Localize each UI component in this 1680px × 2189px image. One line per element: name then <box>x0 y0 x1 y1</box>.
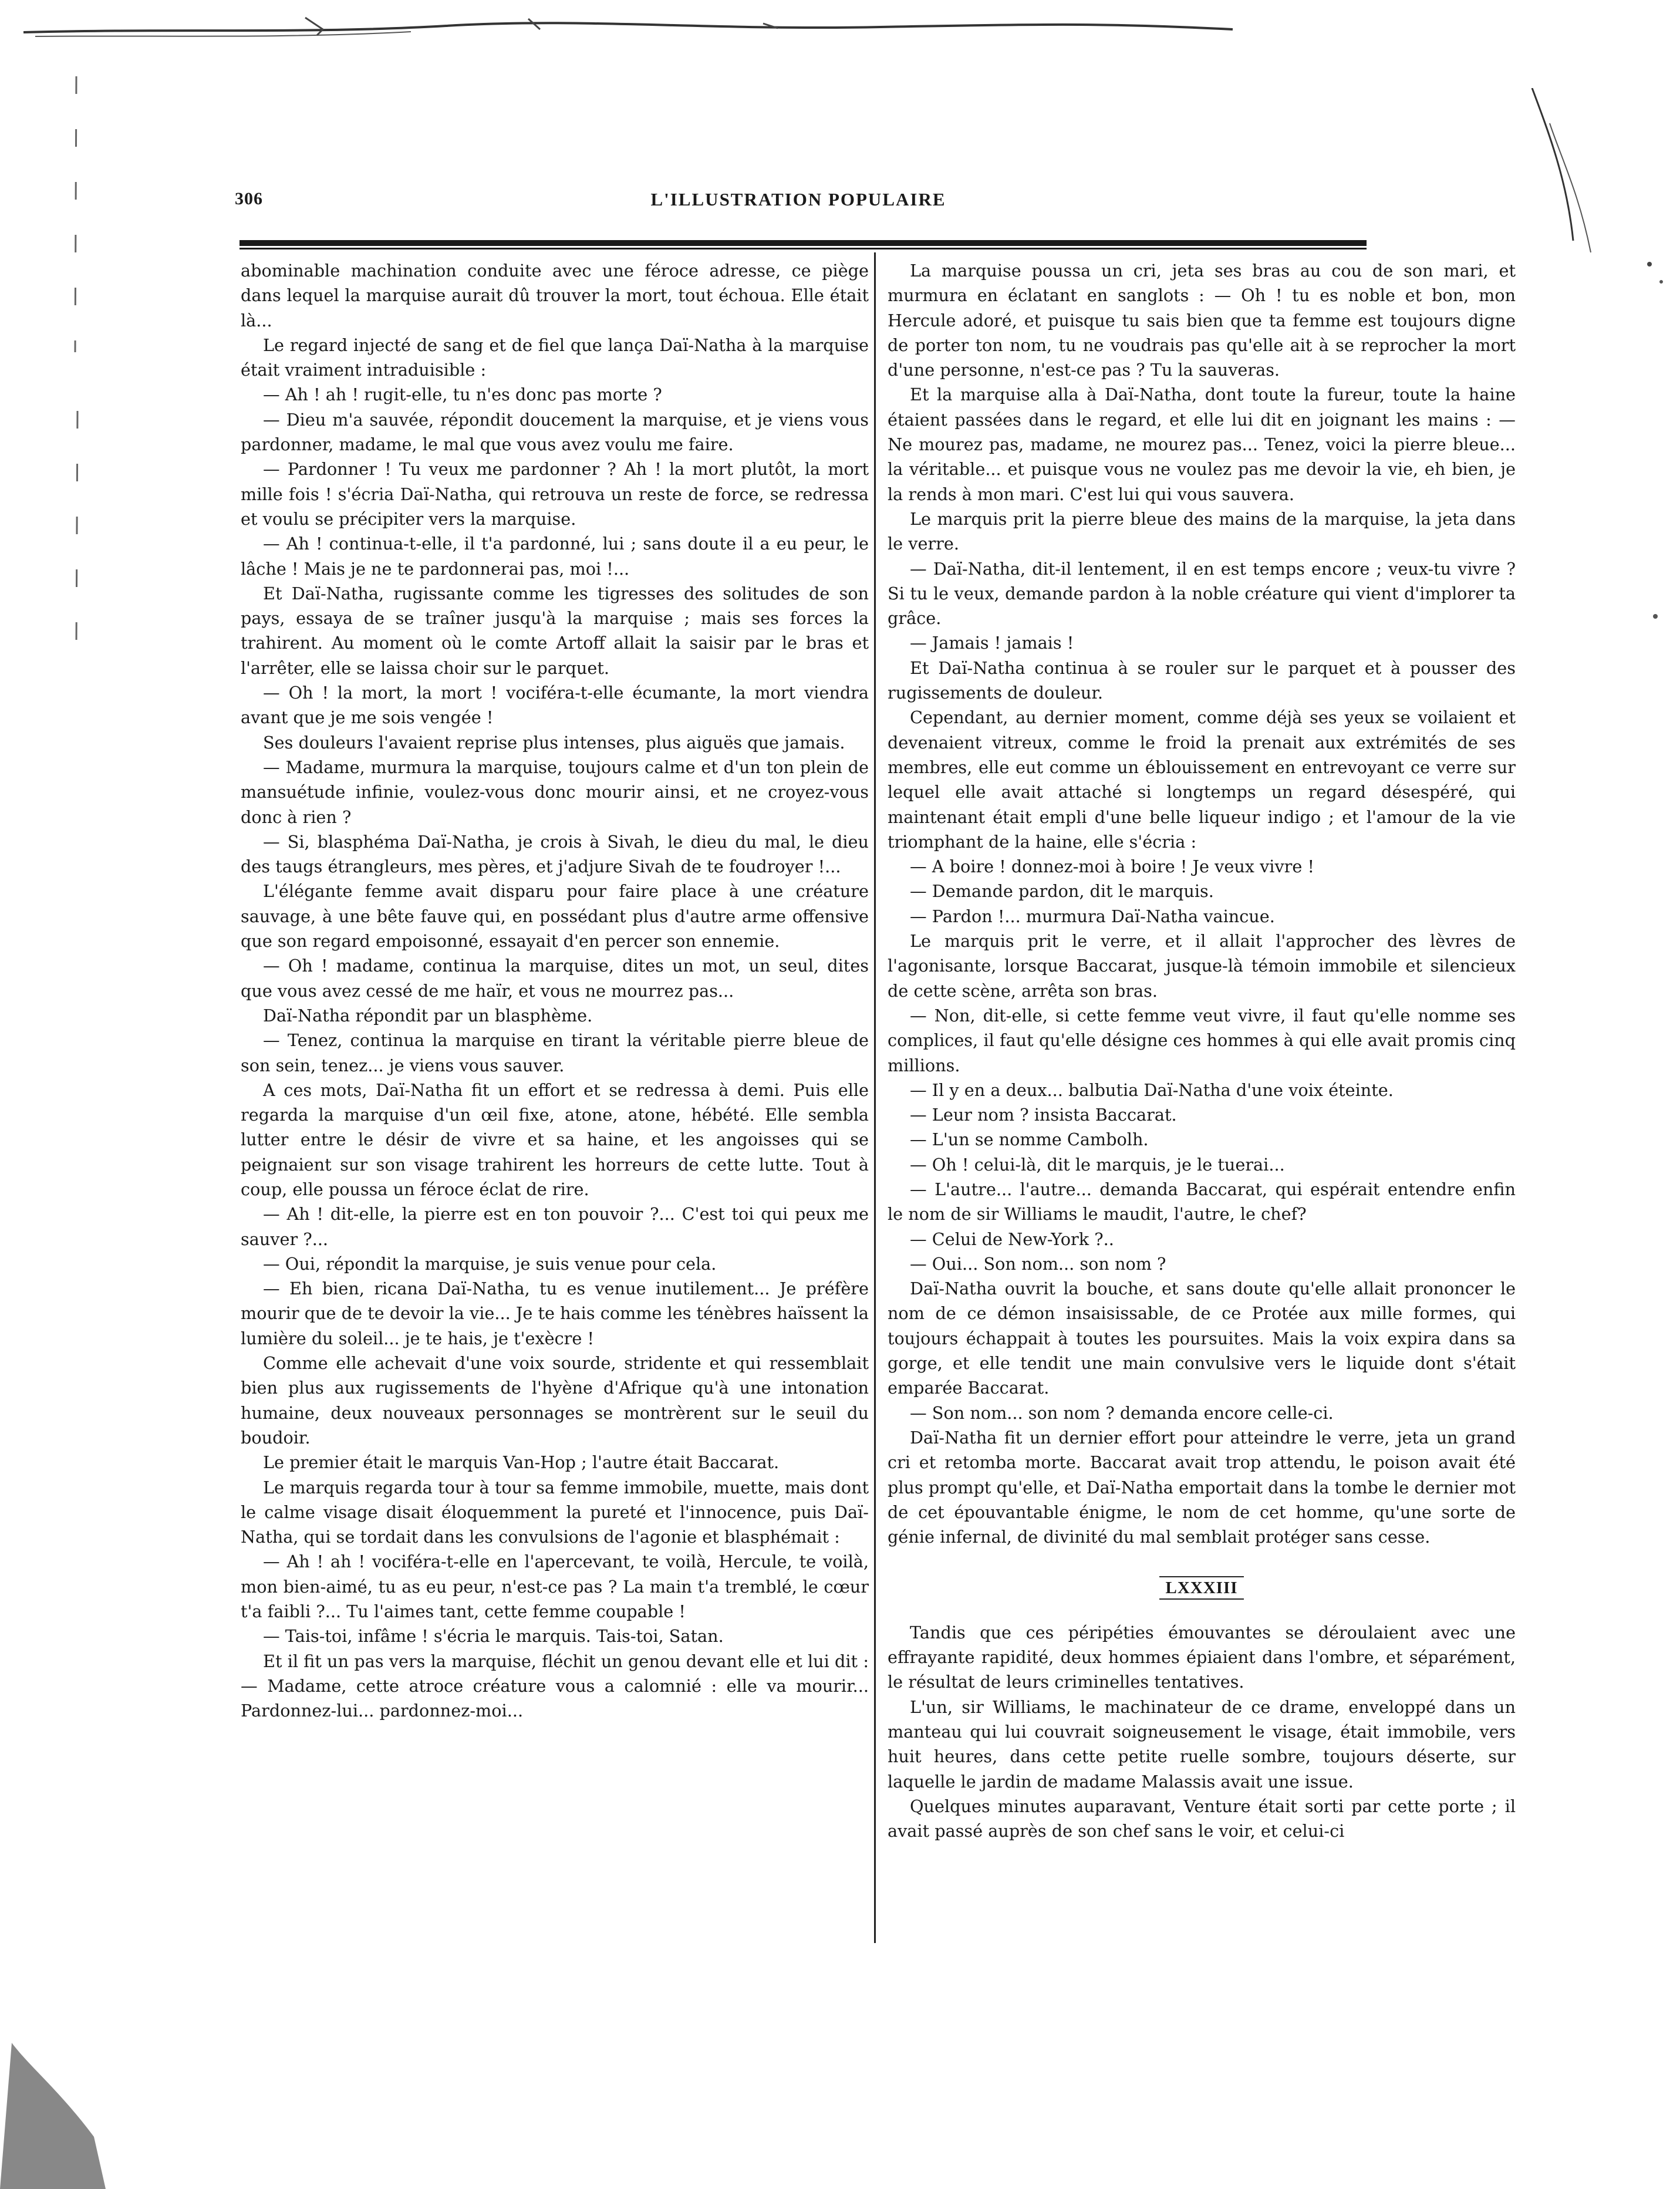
paragraph: Le marquis regarda tour à tour sa femme immobile, muette, mais dont le calme visage disait éloquemment la pureté et l'innocence, puis Daï-Natha, qui se tordait dans les convulsions de l'agonie et blasphémait : <box>241 1477 869 1547</box>
paragraph: — Oui... Son nom... son nom ? <box>910 1253 1166 1274</box>
paragraph: — Oui, répondit la marquise, je suis venue pour cela. <box>263 1253 717 1274</box>
paragraph: — Demande pardon, dit le marquis. <box>910 881 1214 902</box>
paragraph: L'un, sir Williams, le machinateur de ce drame, enveloppé dans un manteau qui lui couvrait soigneusement le visage, était immobile, vers huit heures, dans cette petite ruelle sombre, toujours déserte, sur laquelle le jardin de madame Malassis avait une issue. <box>888 1696 1516 1792</box>
paragraph: — Ah ! ah ! rugit-elle, tu n'es donc pas morte ? <box>263 384 662 405</box>
paragraph: — Oh ! la mort, la mort ! vociféra-t-elle écumante, la mort viendra avant que je me sois vengée ! <box>241 683 869 728</box>
paragraph: — Il y en a deux... balbutia Daï-Natha d'une voix éteinte. <box>910 1080 1394 1100</box>
paragraph: Le marquis prit le verre, et il allait l'approcher des lèvres de l'agonisante, lorsque Baccarat, jusque-là témoin immobile et silencieux de cette scène, arrêta son bras. <box>888 931 1516 1001</box>
paragraph: — Son nom... son nom ? demanda encore celle-ci. <box>910 1402 1334 1423</box>
paragraph: — Eh bien, ricana Daï-Natha, tu es venue inutilement... Je préfère mourir que de te devoir la vie... Je te hais comme les ténèbres haïssent la lumière du soleil... je te hais, je t'exècre ! <box>241 1279 869 1348</box>
paragraph: Et il fit un pas vers la marquise, fléchit un genou devant elle et lui dit : — Madame, cette atroce créature vous a calomnié : elle va mourir... Pardonnez-lui... pardonnez-moi... <box>241 1651 869 1721</box>
journal-title: L'ILLUSTRATION POPULAIRE <box>650 189 946 210</box>
paragraph: Quelques minutes auparavant, Venture était sorti par cette porte ; il avait passé auprès de son chef sans le voir, et celui-ci <box>888 1796 1516 1841</box>
paragraph: — Daï-Natha, dit-il lentement, il en est temps encore ; veux-tu vivre ? Si tu le veux, demande pardon à la noble créature qui vient d'implorer ta grâce. <box>888 558 1516 629</box>
paragraph: Ses douleurs l'avaient reprise plus intenses, plus aiguës que jamais. <box>263 732 845 753</box>
paragraph: — Non, dit-elle, si cette femme veut vivre, il faut qu'elle nomme ses complices, il faut qu'elle désigne ces hommes à qui elle avait promis cinq millions. <box>888 1005 1516 1075</box>
paragraph: Le regard injecté de sang et de fiel que lança Daï-Natha à la marquise était vraiment intraduisible : <box>241 335 869 380</box>
paragraph: — Jamais ! jamais ! <box>910 633 1074 653</box>
paragraph: Daï-Natha fit un dernier effort pour atteindre le verre, jeta un grand cri et retomba morte. Baccarat avait trop attendu, le poison avait été plus prompt qu'elle, et Daï-Natha emportait dans la tombe le dernier mot de cet épouvantable énigme, le nom de cet homme, qu'une sorte de génie infernal, de divinité du mal semblait protéger sans cesse. <box>888 1427 1516 1547</box>
paragraph: — Celui de New-York ?.. <box>910 1229 1114 1249</box>
page-number: 306 <box>235 189 263 208</box>
left-column <box>241 258 869 2019</box>
header-rule <box>239 248 1367 249</box>
header-rule <box>239 240 1367 246</box>
paragraph: Comme elle achevait d'une voix sourde, stridente et qui ressemblait bien plus aux rugissements de l'hyène d'Afrique qu'à une intonation humaine, deux nouveaux personnages se montrèrent sur le seuil du boudoir. <box>241 1353 869 1448</box>
paragraph: — Si, blasphéma Daï-Natha, je crois à Sivah, le dieu du mal, le dieu des taugs étrangleurs, mes pères, et j'adjure Sivah de te foudroyer !... <box>241 831 869 877</box>
paragraph: L'élégante femme avait disparu pour faire place à une créature sauvage, à une bête fauve qui, en possédant plus d'autre arme offensive que son regard empoisonné, essayait d'en percer son ennemie. <box>241 881 869 952</box>
paragraph: — Dieu m'a sauvée, répondit doucement la marquise, et je viens vous pardonner, madame, le mal que vous avez voulu me faire. <box>241 409 869 455</box>
paragraph: Daï-Natha répondit par un blasphème. <box>263 1005 593 1026</box>
paragraph: — Pardon !... murmura Daï-Natha vaincue. <box>910 906 1275 926</box>
paragraph: Et Daï-Natha continua à se rouler sur le parquet et à pousser des rugissements de douleur. <box>888 657 1516 703</box>
paragraph: — L'autre... l'autre... demanda Baccarat, qui espérait entendre enfin le nom de sir Williams le maudit, l'autre, le chef? <box>888 1179 1516 1225</box>
paragraph: — Madame, murmura la marquise, toujours calme et d'un ton plein de mansuétude infinie, voulez-vous donc mourir ainsi, et ne croyez-vous donc à rien ? <box>241 757 869 827</box>
paragraph: Et la marquise alla à Daï-Natha, dont toute la fureur, toute la haine étaient passées dans le regard, et elle lui dit en joignant les mains : — Ne mourez pas, madame, ne mourez pas... Tenez, voici la pierre bleue... la véritable... et puisque vous ne voulez pas me devoir la vie, eh bien, je la rends à mon mari. C'est lui qui vous sauvera. <box>888 384 1516 504</box>
paragraph: La marquise poussa un cri, jeta ses bras au cou de son mari, et murmura en éclatant en sanglots : — Oh ! tu es noble et bon, mon Hercule adoré, et puisque tu sais bien que ta femme est toujours digne de porter ton nom, tu ne voudrais pas qu'elle ait à se reprocher la mort d'une personne, n'est-ce pas ? Tu la sauveras. <box>888 261 1516 380</box>
paragraph: Daï-Natha ouvrit la bouche, et sans doute qu'elle allait prononcer le nom de ce démon insaisissable, de ce Protée aux mille formes, qui toujours échappait à toutes les poursuites. Mais la voix expira dans sa gorge, et elle tendit une main convulsive vers le liquide dont s'était emparée Baccarat. <box>888 1279 1516 1398</box>
paragraph: Le premier était le marquis Van-Hop ; l'autre était Baccarat. <box>263 1452 780 1473</box>
paragraph: A ces mots, Daï-Natha fit un effort et se redressa à demi. Puis elle regarda la marquise d'un œil fixe, atone, atone, hébété. Elle sembla lutter entre le désir de vivre et sa haine, et les angoisses qui se peignaient sur son visage trahirent les horreurs de cette lutte. Tout à coup, elle poussa un féroce éclat de rire. <box>241 1080 869 1199</box>
scan-margin-artifact <box>0 0 117 2189</box>
paragraph: Et Daï-Natha, rugissante comme les tigresses des solitudes de son pays, essaya de se traîner jusqu'à la marquise ; mais ses forces la trahirent. Au moment où le comte Artoff allait la saisir par le bras et l'arrêter, elle se laissa choir sur le parquet. <box>241 583 869 678</box>
paragraph: — Pardonner ! Tu veux me pardonner ? Ah ! la mort plutôt, la mort mille fois ! s'écria Daï-Natha, qui retrouva un reste de force, se redressa et voulu se précipiter vers la marquise. <box>241 459 869 529</box>
paragraph: — Tenez, continua la marquise en tirant la véritable pierre bleue de son sein, tenez... je viens vous sauver. <box>241 1030 869 1075</box>
paragraph: — Tais-toi, infâme ! s'écria le marquis. Tais-toi, Satan. <box>263 1626 724 1647</box>
paragraph: Tandis que ces péripéties émouvantes se déroulaient avec une effrayante rapidité, deux hommes épiaient dans l'ombre, et séparément, le résultat de leurs criminelles tentatives. <box>888 1622 1516 1692</box>
paragraph: Le marquis prit la pierre bleue des mains de la marquise, la jeta dans le verre. <box>888 508 1516 554</box>
right-column <box>888 258 1516 1961</box>
paragraph: — Ah ! continua-t-elle, il t'a pardonné, lui ; sans doute il a eu peur, le lâche ! Mais je ne te pardonnerai pas, moi !... <box>241 534 869 579</box>
paragraph: — Oh ! madame, continua la marquise, dites un mot, un seul, dites que vous avez cessé de me haïr, et vous ne mourrez pas... <box>241 956 869 1001</box>
chapter-heading <box>888 1575 1516 1600</box>
paragraph: — Leur nom ? insista Baccarat. <box>910 1105 1177 1125</box>
paragraph: — A boire ! donnez-moi à boire ! Je veux vivre ! <box>910 856 1315 877</box>
column-divider <box>874 252 876 1943</box>
page-header <box>235 189 1362 222</box>
paragraph: — L'un se nomme Cambolh. <box>910 1129 1149 1150</box>
paragraph: — Oh ! celui-là, dit le marquis, je le tuerai... <box>910 1154 1285 1175</box>
paragraph: — Ah ! dit-elle, la pierre est en ton pouvoir ?... C'est toi qui peux me sauver ?... <box>241 1204 869 1249</box>
scan-margin-artifact <box>1503 88 1680 1027</box>
scan-edge-artifact <box>0 0 1680 53</box>
paragraph: abominable machination conduite avec une féroce adresse, ce piège dans lequel la marquise aurait dû trouver la mort, tout échoua. Elle était là... <box>241 261 869 330</box>
chapter-number: LXXXIII <box>1159 1576 1243 1600</box>
paragraph: — Ah ! ah ! vociféra-t-elle en l'apercevant, te voilà, Hercule, te voilà, mon bien-aimé, tu as eu peur, n'est-ce pas ? La main t'a tremblé, le cœur t'a faibli ?... Tu l'aimes tant, cette femme coupable ! <box>241 1551 869 1622</box>
paragraph: Cependant, au dernier moment, comme déjà ses yeux se voilaient et devenaient vitreux, comme le froid la prenait aux extrémités de ses membres, elle eut comme un éblouissement en entrevoyant ce verre sur lequel elle avait attaché si longtemps un regard désespéré, qui maintenant était empli d'une belle liqueur indigo ; et l'amour de la vie triomphant de la haine, elle s'écria : <box>888 707 1516 852</box>
